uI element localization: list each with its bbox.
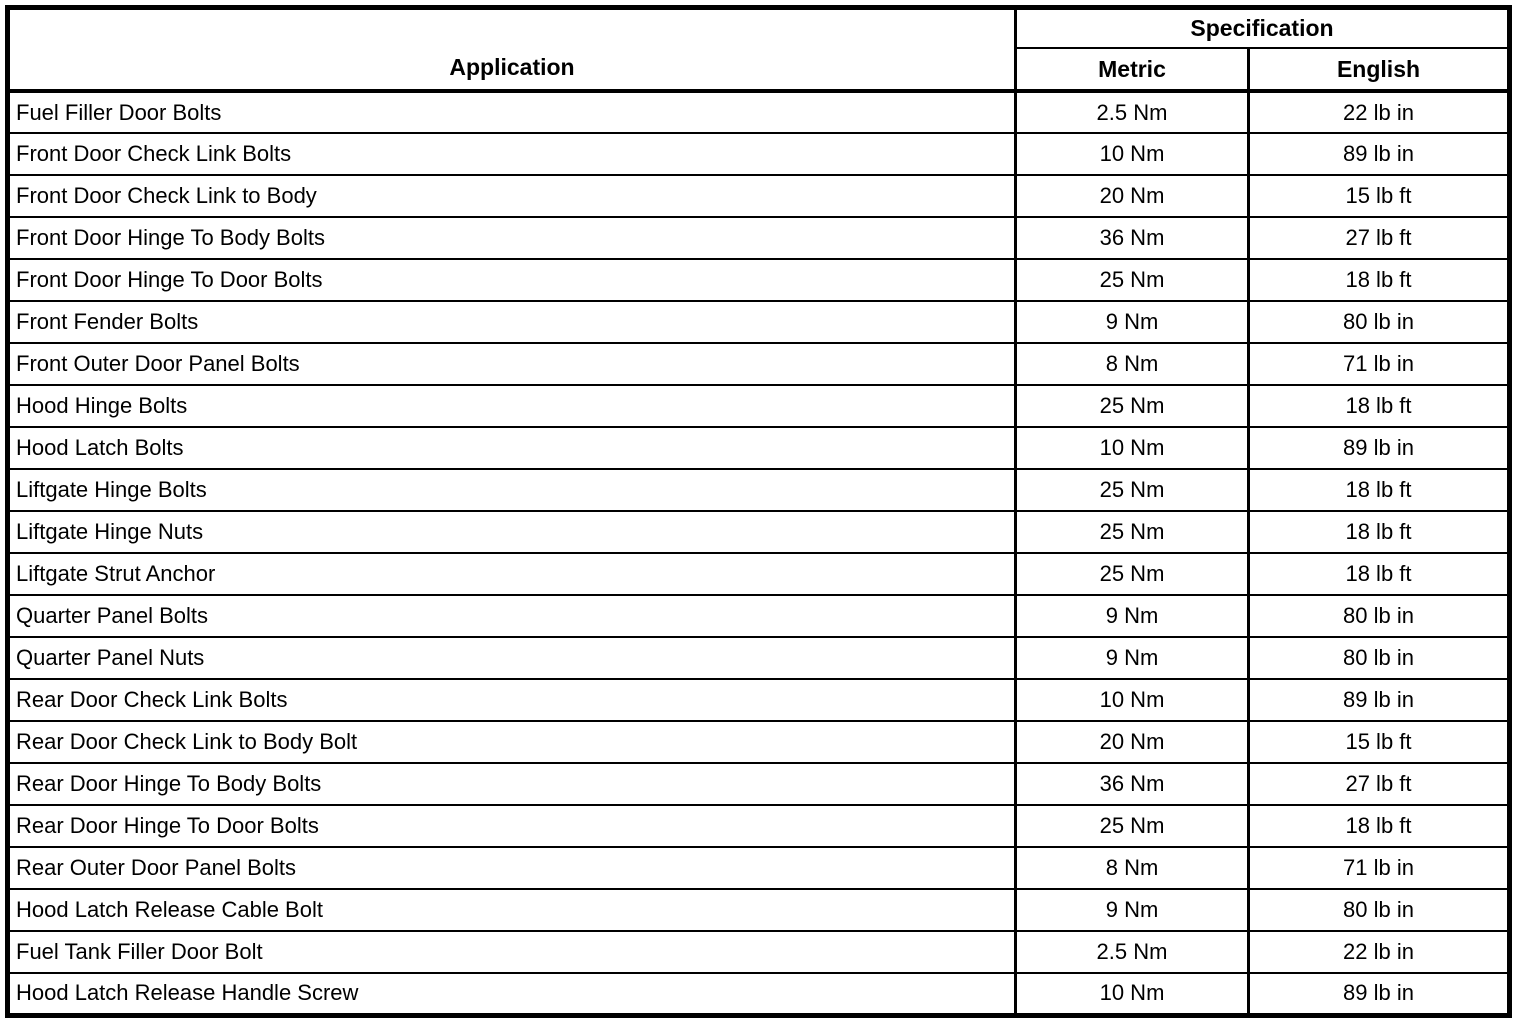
metric-cell: 8 Nm [1016, 343, 1249, 385]
table-row [8, 679, 1510, 721]
english-cell: 27 lb ft [1249, 763, 1510, 805]
application-cell: Hood Hinge Bolts [8, 385, 1016, 427]
english-cell: 71 lb in [1249, 343, 1510, 385]
application-cell: Liftgate Hinge Nuts [8, 511, 1016, 553]
application-cell: Front Door Hinge To Door Bolts [8, 259, 1016, 301]
table-row [8, 931, 1510, 973]
metric-cell: 36 Nm [1016, 763, 1249, 805]
table-row [8, 343, 1510, 385]
english-cell: 71 lb in [1249, 847, 1510, 889]
application-cell: Front Outer Door Panel Bolts [8, 343, 1016, 385]
table-row [8, 91, 1510, 133]
table-row [8, 889, 1510, 931]
english-cell: 89 lb in [1249, 679, 1510, 721]
metric-cell: 20 Nm [1016, 175, 1249, 217]
metric-cell: 25 Nm [1016, 553, 1249, 595]
metric-cell: 25 Nm [1016, 385, 1249, 427]
metric-cell: 9 Nm [1016, 637, 1249, 679]
table-row [8, 511, 1510, 553]
metric-column-header: Metric [1016, 48, 1249, 91]
application-column-header: Application [8, 8, 1016, 92]
metric-cell: 25 Nm [1016, 511, 1249, 553]
table-row [8, 847, 1510, 889]
metric-cell: 36 Nm [1016, 217, 1249, 259]
metric-cell: 10 Nm [1016, 679, 1249, 721]
application-cell: Quarter Panel Nuts [8, 637, 1016, 679]
application-cell: Rear Door Check Link Bolts [8, 679, 1016, 721]
table-row [8, 595, 1510, 637]
application-cell: Quarter Panel Bolts [8, 595, 1016, 637]
table-row [8, 805, 1510, 847]
english-cell: 89 lb in [1249, 133, 1510, 175]
application-cell: Front Door Check Link Bolts [8, 133, 1016, 175]
english-cell: 27 lb ft [1249, 217, 1510, 259]
metric-cell: 25 Nm [1016, 259, 1249, 301]
table-row [8, 469, 1510, 511]
table-row [8, 259, 1510, 301]
english-cell: 15 lb ft [1249, 721, 1510, 763]
metric-cell: 25 Nm [1016, 805, 1249, 847]
english-cell: 22 lb in [1249, 91, 1510, 133]
metric-cell: 10 Nm [1016, 427, 1249, 469]
application-cell: Fuel Tank Filler Door Bolt [8, 931, 1016, 973]
metric-cell: 10 Nm [1016, 973, 1249, 1015]
table-row [8, 385, 1510, 427]
application-cell: Hood Latch Release Cable Bolt [8, 889, 1016, 931]
table-row [8, 637, 1510, 679]
application-cell: Hood Latch Release Handle Screw [8, 973, 1016, 1015]
application-cell: Rear Outer Door Panel Bolts [8, 847, 1016, 889]
metric-cell: 20 Nm [1016, 721, 1249, 763]
table-body [8, 91, 1510, 1015]
table-row [8, 553, 1510, 595]
metric-cell: 9 Nm [1016, 889, 1249, 931]
english-cell: 89 lb in [1249, 973, 1510, 1015]
application-cell: Rear Door Hinge To Door Bolts [8, 805, 1016, 847]
english-cell: 15 lb ft [1249, 175, 1510, 217]
english-cell: 80 lb in [1249, 889, 1510, 931]
metric-cell: 9 Nm [1016, 301, 1249, 343]
english-cell: 80 lb in [1249, 637, 1510, 679]
table-row [8, 427, 1510, 469]
application-cell: Front Door Check Link to Body [8, 175, 1016, 217]
application-cell: Front Fender Bolts [8, 301, 1016, 343]
table-header [8, 8, 1510, 92]
english-cell: 80 lb in [1249, 595, 1510, 637]
table-row [8, 721, 1510, 763]
table-row [8, 133, 1510, 175]
table-row [8, 301, 1510, 343]
application-cell: Rear Door Hinge To Body Bolts [8, 763, 1016, 805]
metric-cell: 10 Nm [1016, 133, 1249, 175]
english-cell: 18 lb ft [1249, 469, 1510, 511]
specification-column-header: Specification [1016, 8, 1510, 49]
metric-cell: 9 Nm [1016, 595, 1249, 637]
table-row [8, 175, 1510, 217]
application-cell: Hood Latch Bolts [8, 427, 1016, 469]
english-cell: 22 lb in [1249, 931, 1510, 973]
english-cell: 18 lb ft [1249, 259, 1510, 301]
english-cell: 18 lb ft [1249, 553, 1510, 595]
application-cell: Front Door Hinge To Body Bolts [8, 217, 1016, 259]
table-row [8, 217, 1510, 259]
application-cell: Fuel Filler Door Bolts [8, 91, 1016, 133]
application-cell: Liftgate Strut Anchor [8, 553, 1016, 595]
english-cell: 80 lb in [1249, 301, 1510, 343]
table-row [8, 763, 1510, 805]
application-cell: Rear Door Check Link to Body Bolt [8, 721, 1016, 763]
metric-cell: 25 Nm [1016, 469, 1249, 511]
english-cell: 18 lb ft [1249, 805, 1510, 847]
torque-spec-table [5, 5, 1512, 1018]
english-cell: 18 lb ft [1249, 511, 1510, 553]
english-cell: 89 lb in [1249, 427, 1510, 469]
metric-cell: 2.5 Nm [1016, 931, 1249, 973]
english-column-header: English [1249, 48, 1510, 91]
application-cell: Liftgate Hinge Bolts [8, 469, 1016, 511]
table-row [8, 973, 1510, 1015]
english-cell: 18 lb ft [1249, 385, 1510, 427]
metric-cell: 8 Nm [1016, 847, 1249, 889]
metric-cell: 2.5 Nm [1096, 99, 1168, 125]
